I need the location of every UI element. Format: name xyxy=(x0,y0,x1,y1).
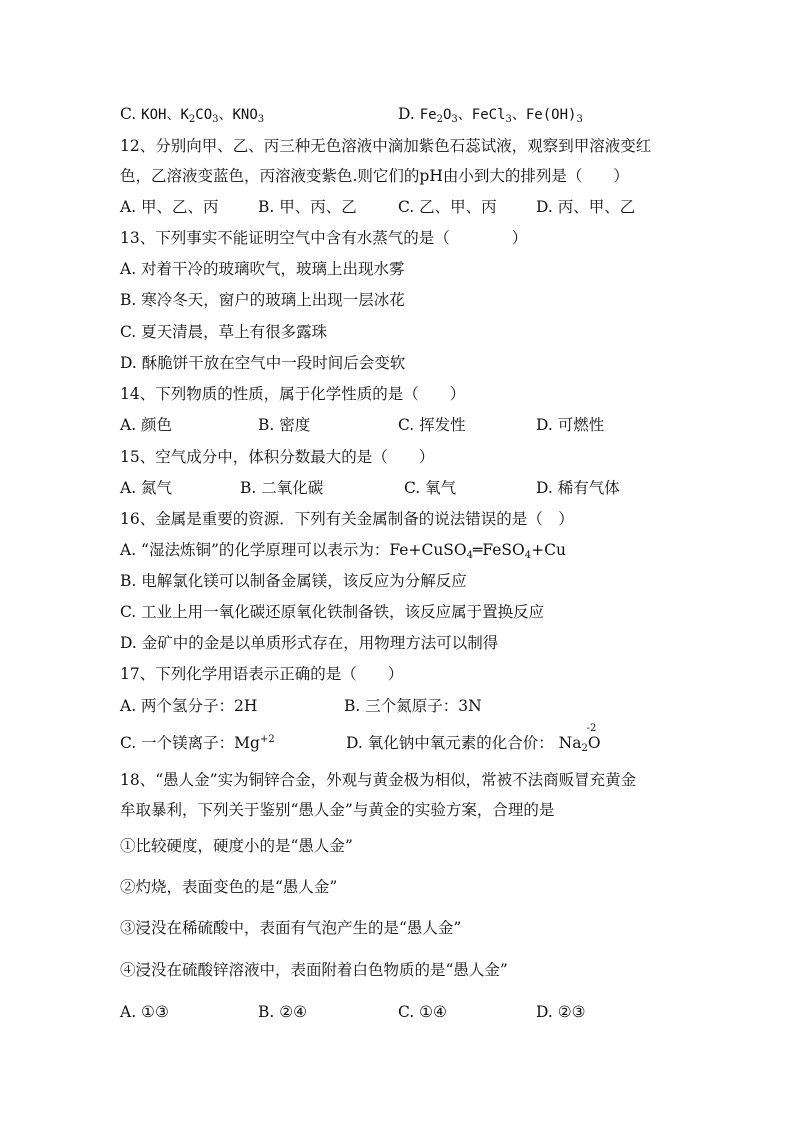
q17-option-b: B. 三个氮原子：3N xyxy=(344,697,482,715)
q18-statement-2: ②灼烧，表面变色的是“愚人金” xyxy=(120,878,338,896)
q17-option-a: A. 两个氢分子：2H xyxy=(120,697,258,715)
q13-option-b: B. 寒冷冬天，窗户的玻璃上出现一层冰花 xyxy=(120,291,405,309)
q16-option-d: D. 金矿中的金是以单质形式存在，用物理方法可以制得 xyxy=(120,634,499,652)
q13-option-c: C. 夏天清晨，草上有很多露珠 xyxy=(120,323,328,341)
q14-option-b: B. 密度 xyxy=(258,416,311,434)
q15-option-d: D. 稀有气体 xyxy=(536,479,620,497)
question-13-stem: 13、下列事实不能证明空气中含有水蒸气的是（ ） xyxy=(120,229,528,247)
q14-option-d: D. 可燃性 xyxy=(536,416,605,434)
question-16-stem: 16、金属是重要的资源．下列有关金属制备的说法错误的是（ ） xyxy=(120,510,574,528)
q11-option-c: C. KOH、$K_2CO_3$、$KNO_3$ xyxy=(120,105,265,125)
q13-option-d: D. 酥脆饼干放在空气中一段时间后会变软 xyxy=(120,354,406,372)
q18-statement-4: ④浸没在硫酸锌溶液中，表面附着白色物质的是“愚人金” xyxy=(120,961,508,979)
q14-option-a: A. 颜色 xyxy=(120,416,173,434)
q18-statement-1: ①比较硬度，硬度小的是“愚人金” xyxy=(120,837,353,855)
q11-option-d: D. $Fe_2O_3$、FeCl$_3$、$Fe(OH)_3$ xyxy=(398,105,583,125)
question-18-stem-line-2: 牟取暴利，下列关于鉴别“愚人金”与黄金的实验方案，合理的是 xyxy=(120,801,555,819)
q12-option-c: C. 乙、甲、丙 xyxy=(398,198,497,216)
q16-option-c: C. 工业上用一氧化碳还原氧化铁制备铁，该反应属于置换反应 xyxy=(120,603,545,621)
q15-option-b: B. 二氧化碳 xyxy=(240,479,324,497)
question-18-stem-line-1: 18、“愚人金”实为铜锌合金，外观与黄金极为相似，常被不法商贩冒充黄金 xyxy=(120,771,637,789)
q12-option-d: D. 丙、甲、乙 xyxy=(536,198,636,216)
q16-option-b: B. 电解氯化镁可以制备金属镁，该反应为分解反应 xyxy=(120,572,467,590)
q17-option-d: D. 氧化钠中氧元素的化合价： $Na_2O$ -2 xyxy=(346,733,601,753)
question-12-stem-line-1: 12、分别向甲、乙、丙三种无色溶液中滴加紫色石蕊试液，观察到甲溶液变红 xyxy=(120,137,652,155)
q12-option-a: A. 甲、乙、丙 xyxy=(120,198,219,216)
sodium-oxide-formula: $Na_2O$ -2 xyxy=(559,733,601,753)
q18-option-b: B. ②④ xyxy=(258,1003,308,1021)
q18-option-d: D. ②③ xyxy=(536,1003,586,1021)
q14-option-c: C. 挥发性 xyxy=(398,416,466,434)
q12-option-b: B. 甲、丙、乙 xyxy=(258,198,357,216)
question-17-stem: 17、下列化学用语表示正确的是（ ） xyxy=(120,665,404,683)
valence-mark: -2 xyxy=(586,723,597,734)
q18-option-c: C. ①④ xyxy=(398,1003,447,1021)
question-14-stem: 14、下列物质的性质，属于化学性质的是（ ） xyxy=(120,385,466,403)
q18-option-a: A. ①③ xyxy=(120,1003,169,1021)
q18-statement-3: ③浸没在稀硫酸中，表面有气泡产生的是“愚人金” xyxy=(120,919,462,937)
question-12-stem-line-2: 色，乙溶液变蓝色，丙溶液变紫色.则它们的pH由小到大的排列是（ ） xyxy=(120,167,629,185)
q13-option-a: A. 对着干冷的玻璃吹气，玻璃上出现水雾 xyxy=(120,260,405,278)
q16-option-a: A. “湿法炼铜”的化学原理可以表示为：Fe+CuSO$_4$═FeSO$_4$+Cu xyxy=(120,541,566,561)
q15-option-c: C. 氧气 xyxy=(404,479,457,497)
q17-option-c: C. 一个镁离子：$Mg^{+2}$ xyxy=(120,734,275,752)
question-15-stem: 15、空气成分中，体积分数最大的是（ ） xyxy=(120,448,435,466)
q15-option-a: A. 氮气 xyxy=(120,479,173,497)
